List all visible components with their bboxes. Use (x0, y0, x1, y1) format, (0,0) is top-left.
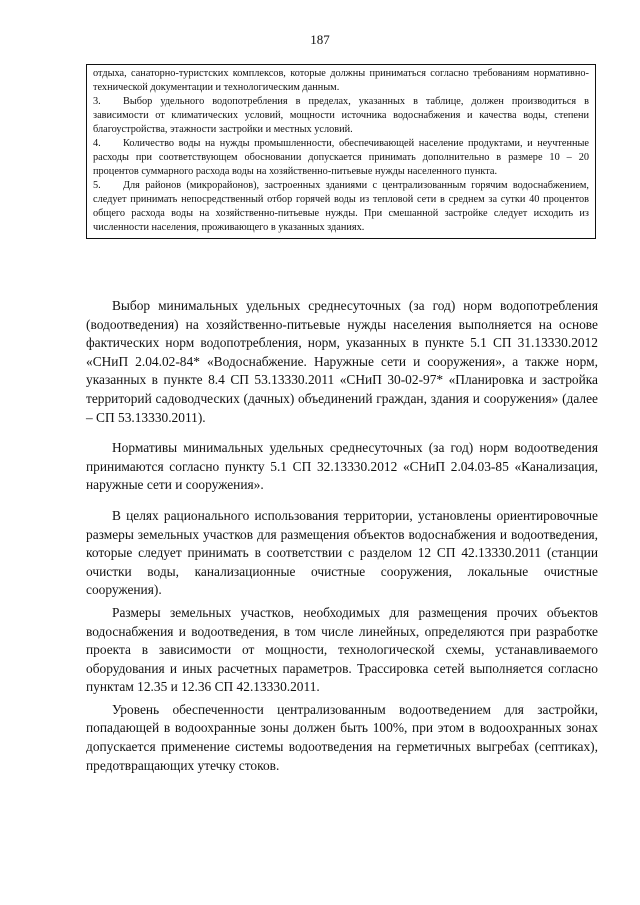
note-item-5 (93, 179, 589, 235)
page-number: 187 (310, 32, 330, 47)
note-number: 5. (93, 180, 101, 191)
paragraph-drainage-level: Уровень обеспеченности централизованным водоотведением для застройки, попадающей в водоохранные зоны должен быть 100%, при этом в водоохранных зонах допускается применение системы водоотведения на герметичных выгребах (септиках), предотвращающих утечку стоков. (86, 701, 598, 773)
paragraph-land-plot-sizes: В целях рационального использования территории, установлены ориентировочные размеры земельных участков для размещения объектов водоснабжения и водоотведения, которые следует принимать в соответствии с разделом 12 СП 42.13330.2011 (станции очистки воды, канализационные очистные сооружения, локальные очистные сооружения). (86, 507, 598, 598)
note-item-3 (93, 95, 589, 137)
paragraph-drainage-norms: Нормативы минимальных удельных среднесуточных (за год) норм водоотведения принимаются согласно пункту 5.1 СП 32.13330.2012 «СНиП 2.04.03-85 «Канализация, наружные сети и сооружения». (86, 440, 598, 493)
paragraph-other-objects: Размеры земельных участков, необходимых для размещения прочих объектов водоснабжения и водоотведения, в том числе линейных, определяются при разработке проекта в зависимости от мощности, технологической схемы, устанавливаемого оборудования и иных расчетных параметров. Трассировка сетей выполняется согласно пунктам 12.35 и 12.36 СП 42.13330.2011. (86, 604, 598, 695)
note-text: Количество воды на нужды промышленности, обеспечивающей население продуктами, и неучтенные расходы при соответствующем обосновании допускается принимать дополнительно в размере 10 – 20 процентов суммарного расхода воды на хозяйственно-питьевые нужды населенного пункта. (93, 138, 589, 177)
note-text: Для районов (микрорайонов), застроенных зданиями с централизованным горячим водоснабжением, следует принимать непосредственный отбор горячей воды из тепловой сети в среднем за сутки 40 процентов общего расхода воды на хозяйственно-питьевые нужды. При смешанной застройке следует исходить из численности населения, проживающего в указанных зданиях. (93, 180, 589, 233)
paragraph-water-consumption-norms: Выбор минимальных удельных среднесуточных (за год) норм водопотребления (водоотведения) на хозяйственно-питьевые нужды населения выполняется на основе фактических норм водопотребления, норм, указанных в пункте 5.1 СП 31.13330.2012 «СНиП 2.04.02-84* «Водоснабжение. Наружные сети и сооружения», а также норм, указанных в пункте 8.4 СП 53.13330.2011 «СНиП 30-02-97* «Планировка и застройка территорий садоводческих (дачных) объединений граждан, здания и сооружения» (далее – СП 53.13330.2011). (86, 298, 598, 425)
table-notes-box (86, 64, 596, 239)
note-number: 3. (93, 96, 101, 107)
note-item-4 (93, 137, 589, 179)
note-number: 4. (93, 138, 101, 149)
body-text (86, 297, 598, 775)
notes-continuation: отдыха, санаторно-туристских комплексов, которые должны приниматься согласно требованиям нормативно-технической документации и технологическим данным. (93, 68, 589, 93)
note-text: Выбор удельного водопотребления в пределах, указанных в таблице, должен производиться в зависимости от климатических условий, мощности источника водоснабжения и качества воды, степени благоустройства, этажности застройки и местных условий. (93, 96, 589, 135)
